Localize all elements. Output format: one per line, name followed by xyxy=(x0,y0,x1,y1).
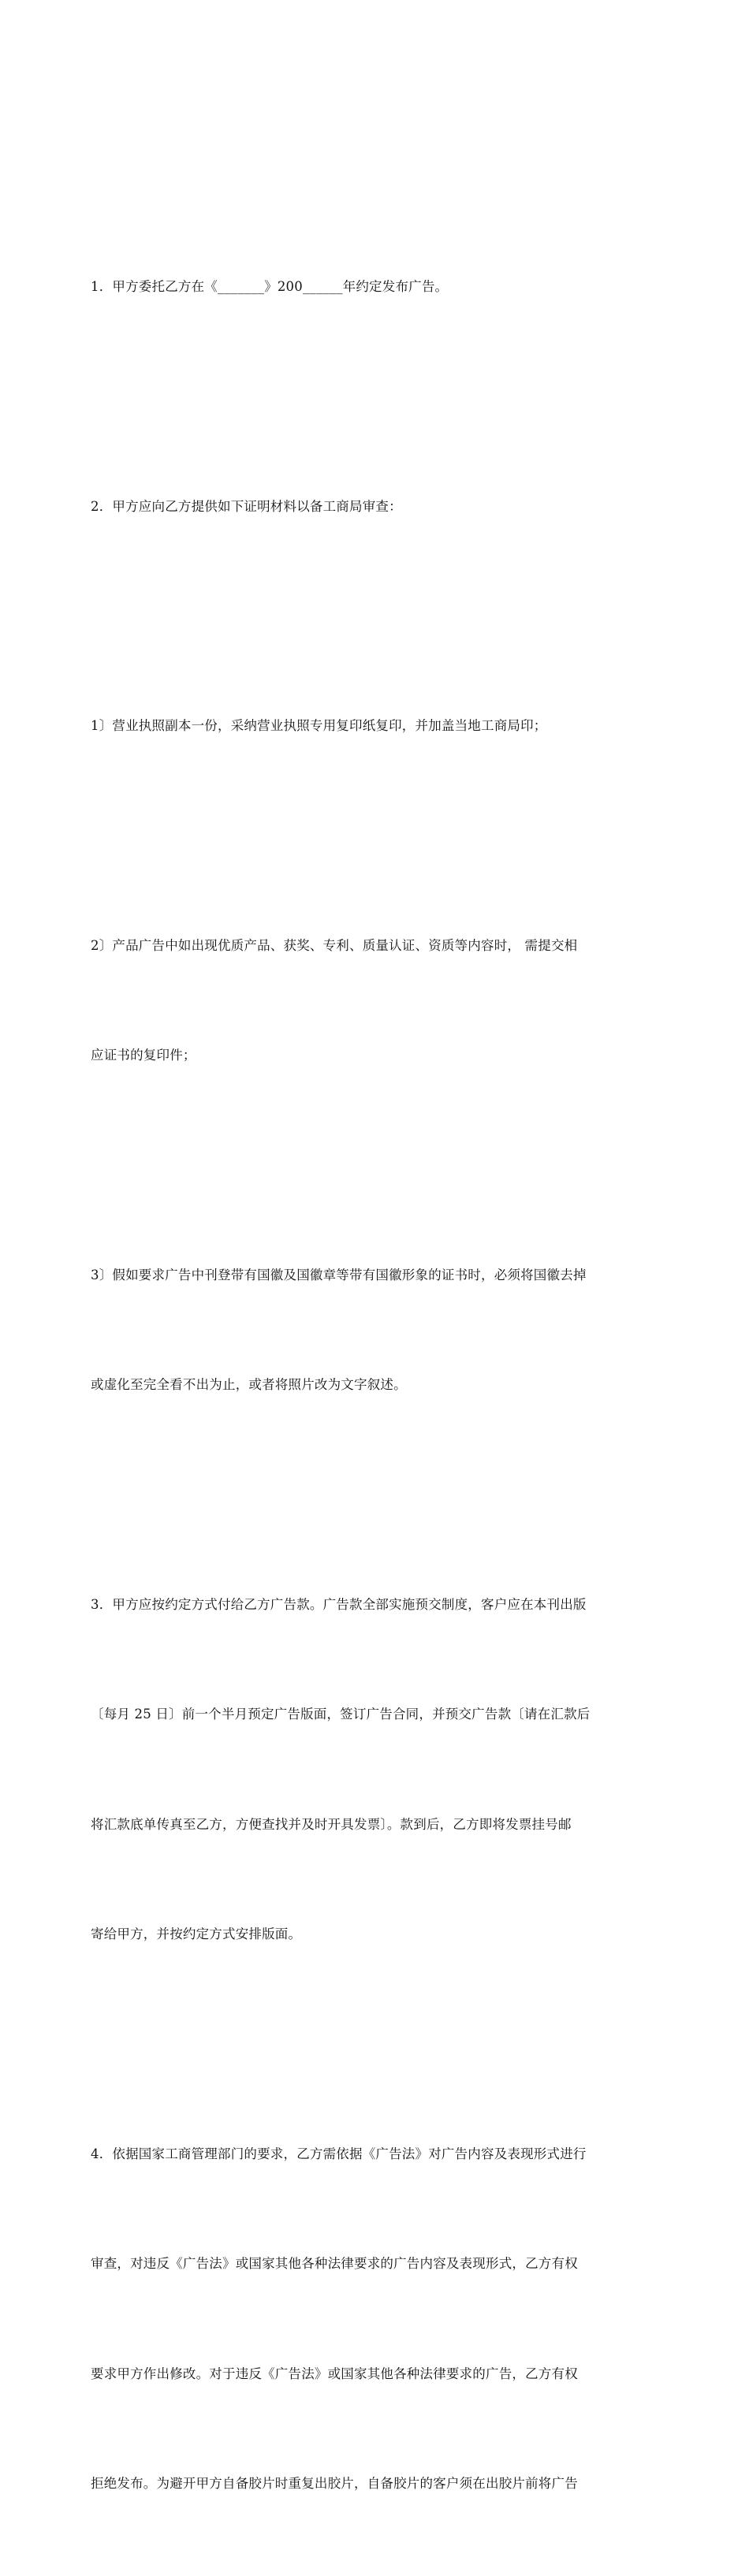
clause-1-line-1: 1．甲方委托乙方在《_______》200______年约定发布广告。 xyxy=(91,279,449,294)
clause-2-item-2-line-2: 应证书的复印件； xyxy=(91,1048,196,1063)
clause-3 xyxy=(91,1513,660,2027)
clause-2-item-1-line-1: 1〕营业执照副本一份，采纳营业执照专用复印纸复印，并加盖当地工商局印； xyxy=(91,718,547,733)
clause-2 xyxy=(91,415,660,599)
clause-2-item-2-line-1: 2〕产品广告中如出现优质产品、获奖、专利、质量认证、资质等内容时， 需提交相 xyxy=(91,937,578,953)
clause-4-line-1: 4．依据国家工商管理部门的要求，乙方需依据《广告法》对广告内容及表现形式进行 xyxy=(91,2146,587,2161)
clause-4-line-3: 要求甲方作出修改。对于违反《广告法》或国家其他各种法律要求的广告，乙方有权 xyxy=(91,2366,578,2381)
clause-1 xyxy=(91,195,660,379)
clause-4 xyxy=(91,2063,660,2576)
clause-2-item-2 xyxy=(91,854,660,1148)
clause-2-item-3 xyxy=(91,1184,660,1477)
clause-2-item-3-line-2: 或虚化至完全看不出为止，或者将照片改为文字叙述。 xyxy=(91,1377,407,1392)
clause-3-line-3: 将汇款底单传真至乙方，方便查找并及时开具发票〕。款到后，乙方即将发票挂号邮 xyxy=(91,1816,572,1832)
document-body xyxy=(91,195,660,2576)
clause-4-line-4: 拒绝发布。为避开甲方自备胶片时重复出胶片，自备胶片的客户须在出胶片前将广告 xyxy=(91,2476,578,2491)
clause-3-line-4: 寄给甲方，并按约定方式安排版面。 xyxy=(91,1926,302,1941)
clause-2-item-1 xyxy=(91,635,660,818)
clause-2-item-3-line-1: 3〕假如要求广告中刊登带有国徽及国徽章等带有国徽形象的证书时，必须将国徽去掉 xyxy=(91,1267,587,1282)
clause-3-line-2: 〔每月 25 日〕前一个半月预定广告版面，签订广告合同，并预交广告款〔请在汇款后 xyxy=(91,1707,591,1722)
clause-4-line-2: 审查，对违反《广告法》或国家其他各种法律要求的广告内容及表现形式，乙方有权 xyxy=(91,2256,578,2271)
clause-2-line-1: 2．甲方应向乙方提供如下证明材料以备工商局审查： xyxy=(91,498,402,514)
clause-3-line-1: 3．甲方应按约定方式付给乙方广告款。广告款全部实施预交制度，客户应在本刊出版 xyxy=(91,1596,587,1612)
